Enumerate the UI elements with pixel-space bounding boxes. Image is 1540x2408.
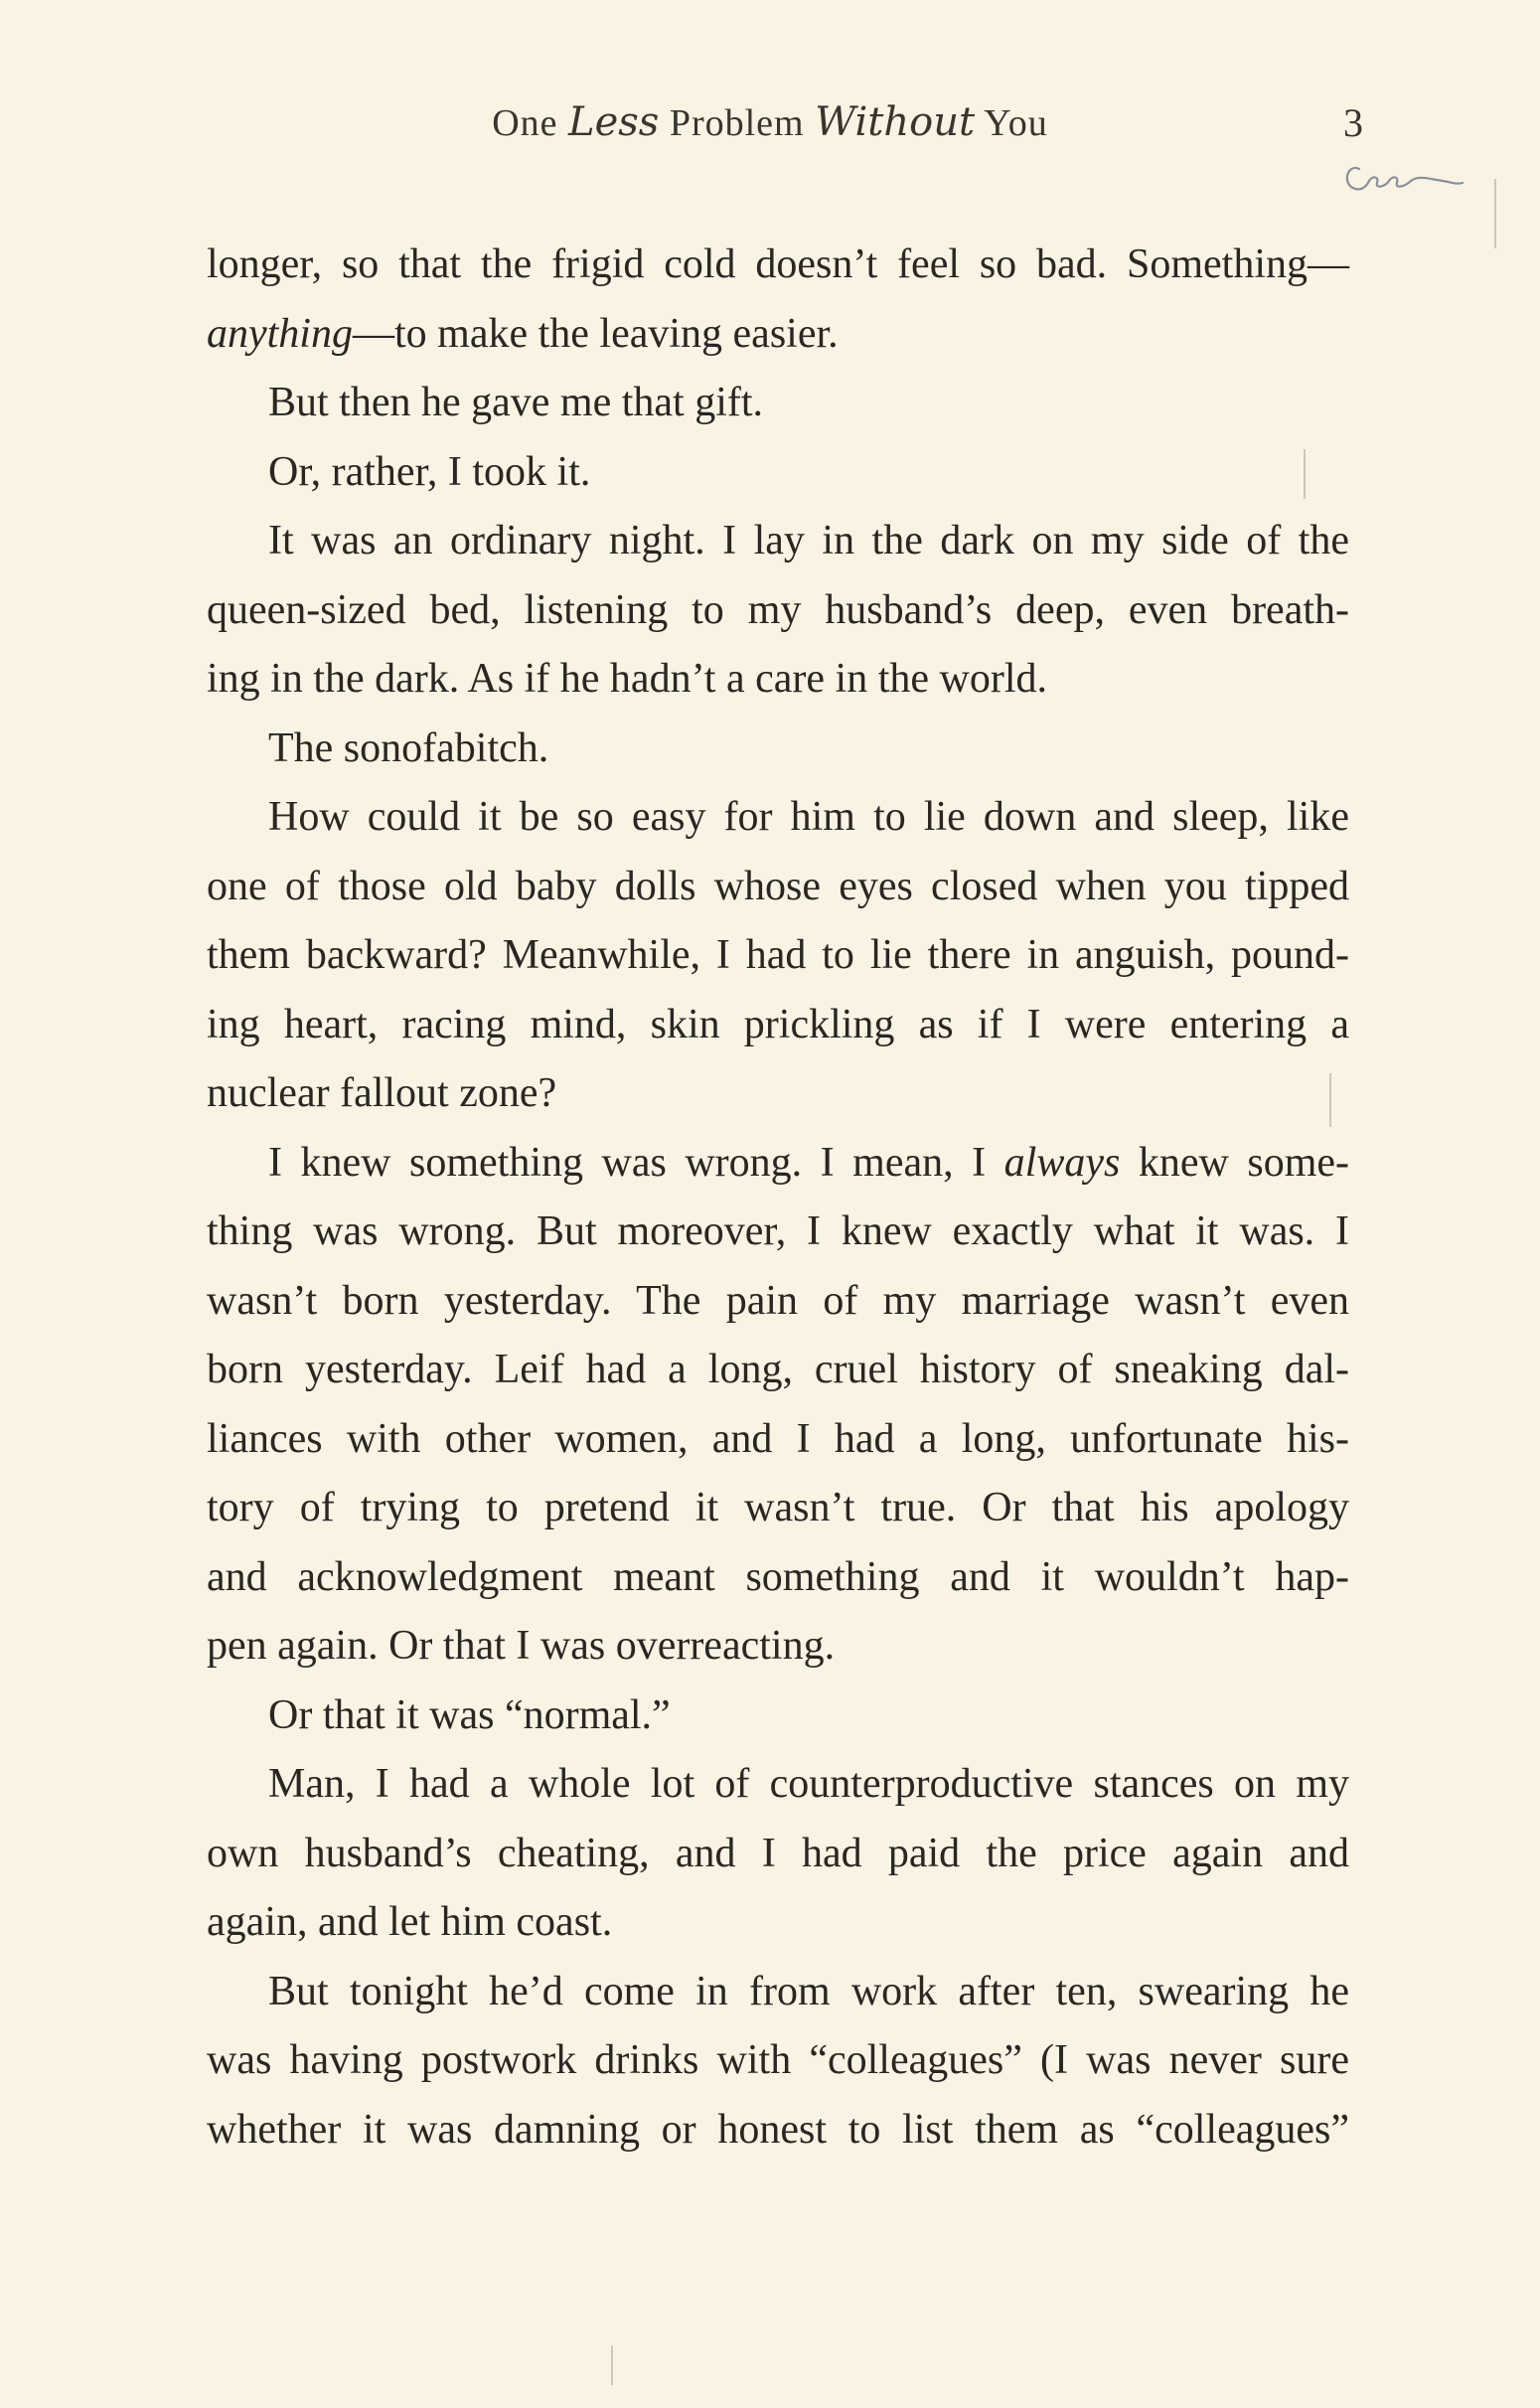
text-line: How could it be so easy for him to lie down and sleep, like bbox=[268, 794, 1349, 840]
text-line: whether it was damning or honest to list them as “colleagues” bbox=[207, 2106, 1349, 2153]
text-span: I knew something was wrong. I mean, I bbox=[268, 1139, 1004, 1186]
text-line: again, and let him coast. bbox=[207, 1899, 613, 1945]
text-span: —to make the leaving easier. bbox=[352, 310, 839, 357]
text-line: The sonofabitch. bbox=[268, 724, 549, 771]
text-line: born yesterday. Leif had a long, cruel history of sneaking dal- bbox=[207, 1347, 1349, 1392]
text-line: wasn’t born yesterday. The pain of my marriage wasn’t even bbox=[207, 1277, 1349, 1324]
header-title-fancy-without: Without bbox=[815, 99, 976, 145]
running-header bbox=[0, 99, 1540, 145]
text-line: Or, rather, I took it. bbox=[268, 448, 591, 495]
italic-word: always bbox=[1003, 1139, 1121, 1186]
text-line: liances with other women, and I had a long, unfortunate his- bbox=[207, 1415, 1349, 1462]
text-line: them backward? Meanwhile, I had to lie there in anguish, pound- bbox=[207, 932, 1349, 978]
margin-scan-line bbox=[611, 2345, 613, 2385]
text-line: longer, so that the frigid cold doesn’t feel so bad. Something— bbox=[207, 241, 1349, 287]
text-line: ing heart, racing mind, skin prickling as if I were entering a bbox=[207, 1001, 1349, 1047]
text-line: But tonight he’d come in from work after ten, swearing he bbox=[268, 1968, 1349, 2014]
body-text bbox=[207, 231, 1349, 2165]
italic-word: anything bbox=[207, 310, 353, 357]
text-line: ing in the dark. As if he hadn’t a care in the world. bbox=[207, 656, 1047, 702]
text-line: was having postwork drinks with “colleagues” (I was never sure bbox=[207, 2037, 1349, 2083]
text-line bbox=[207, 1129, 1349, 1199]
text-line: pen again. Or that I was overreacting. bbox=[207, 1623, 836, 1669]
text-line: and acknowledgment meant something and it wouldn’t hap- bbox=[207, 1553, 1349, 1600]
page-number: 3 bbox=[1343, 100, 1363, 145]
handwritten-margin-mark bbox=[1339, 155, 1468, 199]
header-title-fancy-less: Less bbox=[568, 99, 660, 145]
text-line: Man, I had a whole lot of counterproductive stances on my bbox=[268, 1761, 1349, 1807]
text-line: own husband’s cheating, and I had paid the price again and bbox=[207, 1830, 1349, 1876]
text-line bbox=[207, 300, 1349, 370]
text-line: one of those old baby dolls whose eyes closed when you tipped bbox=[207, 863, 1349, 909]
text-span: knew some- bbox=[1120, 1139, 1349, 1186]
header-title-part2: Problem bbox=[659, 102, 816, 144]
text-line: But then he gave me that gift. bbox=[268, 380, 764, 425]
text-line: queen-sized bed, listening to my husband’s deep, even breath- bbox=[207, 586, 1349, 633]
text-line: nuclear fallout zone? bbox=[207, 1070, 557, 1116]
header-title-part1: One bbox=[492, 102, 569, 144]
text-line: Or that it was “normal.” bbox=[268, 1691, 671, 1738]
text-line: tory of trying to pretend it wasn’t true. Or that his apology bbox=[207, 1485, 1349, 1530]
text-line: thing was wrong. But moreover, I knew exactly what it was. I bbox=[207, 1208, 1349, 1254]
header-title-part3: You bbox=[975, 102, 1048, 144]
text-line: It was an ordinary night. I lay in the dark on my side of the bbox=[268, 518, 1349, 563]
margin-scan-line bbox=[1494, 179, 1496, 248]
